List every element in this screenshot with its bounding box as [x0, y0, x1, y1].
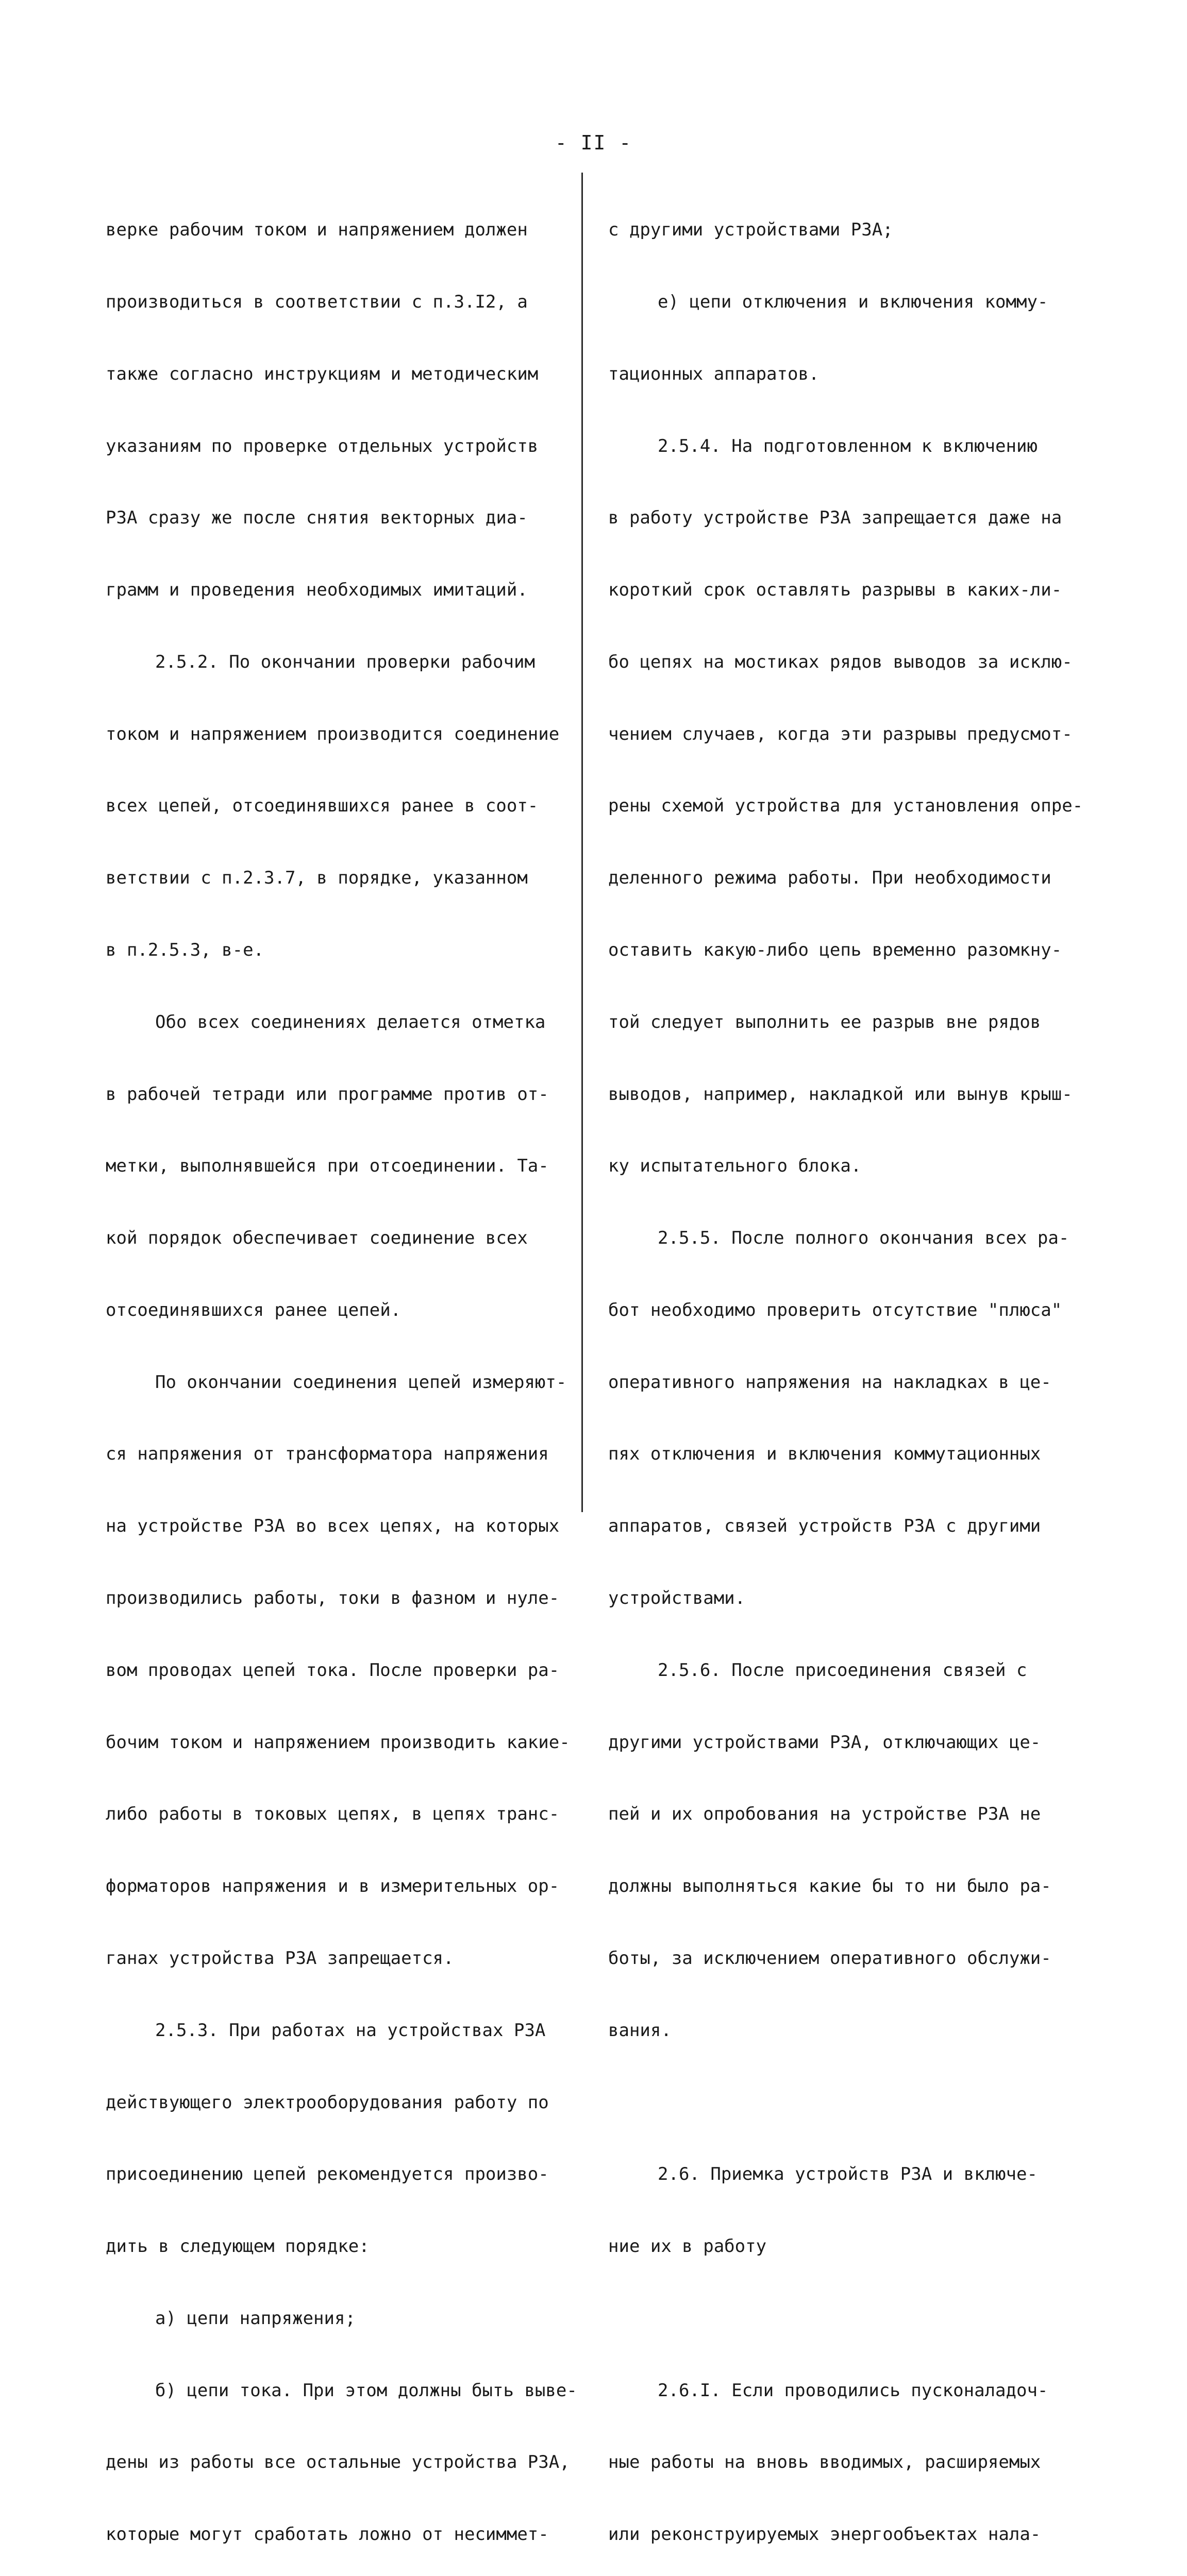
text-line: действующего электрооборудования работу по: [106, 2092, 549, 2113]
text-line: вом проводах цепей тока. После проверки ра-: [106, 1659, 560, 1681]
text-line: в работу устройстве РЗА запрещается даже на: [608, 507, 1062, 529]
text-line: бочим током и напряжением производить какие-: [106, 1732, 570, 1753]
text-line: или реконструируемых энергообъектах нала-: [608, 2524, 1041, 2545]
text-line: дены из работы все остальные устройства РЗА,: [106, 2452, 570, 2473]
text-line: присоединению цепей рекомендуется произво-: [106, 2164, 549, 2185]
text-line: на устройстве РЗА во всех цепях, на которых: [106, 1516, 560, 1537]
text-line: кой порядок обеспечивает соединение всех: [106, 1228, 528, 1249]
left-column: [106, 170, 577, 2576]
text-line: а) цепи напряжения;: [155, 2308, 356, 2329]
text-line: также согласно инструкциям и методическим: [106, 363, 539, 384]
text-line: указаниям по проверке отдельных устройств: [106, 435, 539, 456]
text-line: ные работы на вновь вводимых, расширяемых: [608, 2452, 1041, 2473]
text-line: б) цепи тока. При этом должны быть выве-: [155, 2380, 577, 2401]
text-line: 2.5.5. После полного окончания всех ра-: [658, 1228, 1069, 1249]
text-line: 2.5.4. На подготовленном к включению: [658, 435, 1038, 456]
text-line: деленного режима работы. При необходимости: [608, 868, 1051, 889]
blank-line: [608, 2307, 1062, 2331]
page-number: - II -: [555, 131, 632, 154]
text-line: чением случаев, когда эти разрывы предусмот-: [608, 723, 1073, 744]
text-line: устройствами.: [608, 1588, 746, 1609]
text-line: производиться в соответствии с п.3.I2, а: [106, 291, 528, 312]
text-line: либо работы в токовых цепях, в цепях транс-: [106, 1804, 560, 1825]
text-line: рены схемой устройства для установления опре-: [608, 795, 1083, 817]
text-line: пей и их опробования на устройстве РЗА не: [608, 1804, 1041, 1825]
text-line: оперативного напряжения на накладках в це-: [608, 1371, 1051, 1393]
text-line: метки, выполнявшейся при отсоединении. Та-: [106, 1156, 549, 1177]
text-line: боты, за исключением оперативного обслужи-: [608, 1947, 1051, 1969]
text-line: той следует выполнить ее разрыв вне рядов: [608, 1011, 1041, 1032]
text-line: 2.5.6. После присоединения связей с: [658, 1659, 1027, 1681]
text-line: отсоединявшихся ранее цепей.: [106, 1299, 402, 1320]
text-line: в п.2.5.3, в-е.: [106, 940, 264, 960]
section-heading-cont: ние их в работу: [608, 2236, 767, 2257]
text-line: должны выполняться какие бы то ни было ра-: [608, 1876, 1051, 1897]
text-line: ганах устройства РЗА запрещается.: [106, 1947, 454, 1969]
text-line: тационных аппаратов.: [608, 363, 820, 384]
text-line: 2.5.3. При работах на устройствах РЗА: [155, 2020, 546, 2041]
text-line: верке рабочим током и напряжением должен: [106, 219, 528, 241]
text-line: РЗА сразу же после снятия векторных диа-: [106, 507, 528, 529]
blank-line: [608, 2091, 1062, 2115]
text-line: пях отключения и включения коммутационных: [608, 1444, 1041, 1465]
text-line: производились работы, токи в фазном и нуле-: [106, 1588, 560, 1609]
text-line: другими устройствами РЗА, отключающих це-: [608, 1732, 1041, 1753]
text-line: форматоров напряжения и в измерительных ор-: [106, 1876, 560, 1897]
text-line: с другими устройствами РЗА;: [608, 219, 893, 241]
text-line: током и напряжением производится соединение: [106, 723, 560, 744]
text-line: в рабочей тетради или программе против от-: [106, 1083, 549, 1105]
text-line: 2.6.I. Если проводились пусконаладоч-: [658, 2380, 1048, 2401]
text-line: Обо всех соединениях делается отметка: [155, 1011, 546, 1032]
text-line: оставить какую-либо цепь временно разомкну-: [608, 940, 1062, 960]
text-line: По окончании соединения цепей измеряют-: [155, 1371, 567, 1393]
text-line: ку испытательного блока.: [608, 1156, 862, 1177]
text-line: дить в следующем порядке:: [106, 2236, 370, 2257]
right-column: [608, 170, 1083, 2576]
text-line: бот необходимо проверить отсутствие "плюса": [608, 1299, 1062, 1320]
text-line: бо цепях на мостиках рядов выводов за исклю-: [608, 651, 1073, 672]
text-line: аппаратов, связей устройств РЗА с другими: [608, 1516, 1041, 1537]
text-line: всех цепей, отсоединявшихся ранее в соот-: [106, 795, 539, 817]
text-line: ветствии с п.2.3.7, в порядке, указанном: [106, 868, 528, 889]
text-line: вания.: [608, 2020, 672, 2041]
column-divider: [581, 173, 583, 1512]
text-line: выводов, например, накладкой или вынув крыш-: [608, 1083, 1073, 1105]
section-heading: 2.6. Приемка устройств РЗА и включе-: [658, 2164, 1038, 2185]
text-line: короткий срок оставлять разрывы в каких-ли-: [608, 580, 1062, 601]
text-line: ся напряжения от трансформатора напряжения: [106, 1444, 549, 1465]
text-line: грамм и проведения необходимых имитаций.: [106, 580, 528, 601]
text-line: которые могут сработать ложно от несиммет-: [106, 2524, 549, 2545]
text-line: е) цепи отключения и включения комму-: [658, 291, 1048, 312]
text-line: 2.5.2. По окончании проверки рабочим: [155, 651, 535, 672]
